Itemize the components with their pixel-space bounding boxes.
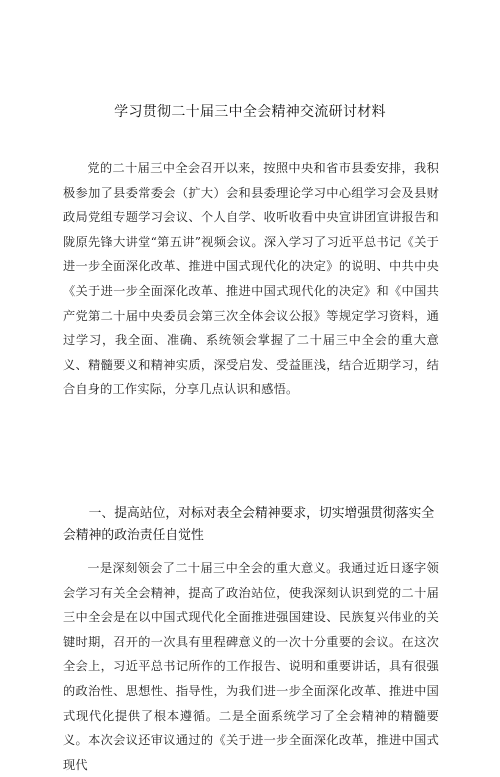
document-title: 学习贯彻二十届三中全会精神交流研讨材料 (114, 104, 386, 120)
section-heading: 一、提高站位，对标对表全会精神要求，切实增强贯彻落实全会精神的政治责任自觉性 (63, 506, 435, 543)
intro-paragraph: 党的二十届三中全会召开以来，按照中央和省市县委安排，我积极参加了县委常委会（扩大）会和县委理论学习中心组学习会及县财政局党组专题学习会议、个人自学、收听收看中央宣讲团宣讲报告和陇原先锋大讲堂“第五讲”视频会议。深入学习了习近平总书记《关于进一步全面深化改革、推进中国式现代化的决定》的说明、中共中央《关于进一步全面深化改革、推进中国式现代化的决定》和《中国共产党第二十届中央委员会第三次全体会议公报》等规定学习资料，通过学习，我全面、准确、系统领会掌握了二十届三中全会的重大意义、精髓要义和精神实质，深受启发、受益匪浅，结合近期学习，结合自身的工作实际，分享几点认识和感悟。 (63, 161, 439, 397)
body-paragraph: 一是深刻领会了二十届三中全会的重大意义。我通过近日逐字领会学习有关全会精神，提高了政治站位，使我深刻认识到党的二十届三中全会是在以中国式现代化全面推进强国建设、民族复兴伟业的关键时期，召开的一次具有里程碑意义的一次十分重要的会议。在这次全会上，习近平总书记所作的工作报告、说明和重要讲话，具有很强的政治性、思想性、指导性，为我们进一步全面深化改革、推进中国式现代化提供了根本遵循。二是全面系统学习了全会精神的精髓要义。本次会议还审议通过的《关于进一步全面深化改革，推进中国式现代 (63, 561, 439, 772)
